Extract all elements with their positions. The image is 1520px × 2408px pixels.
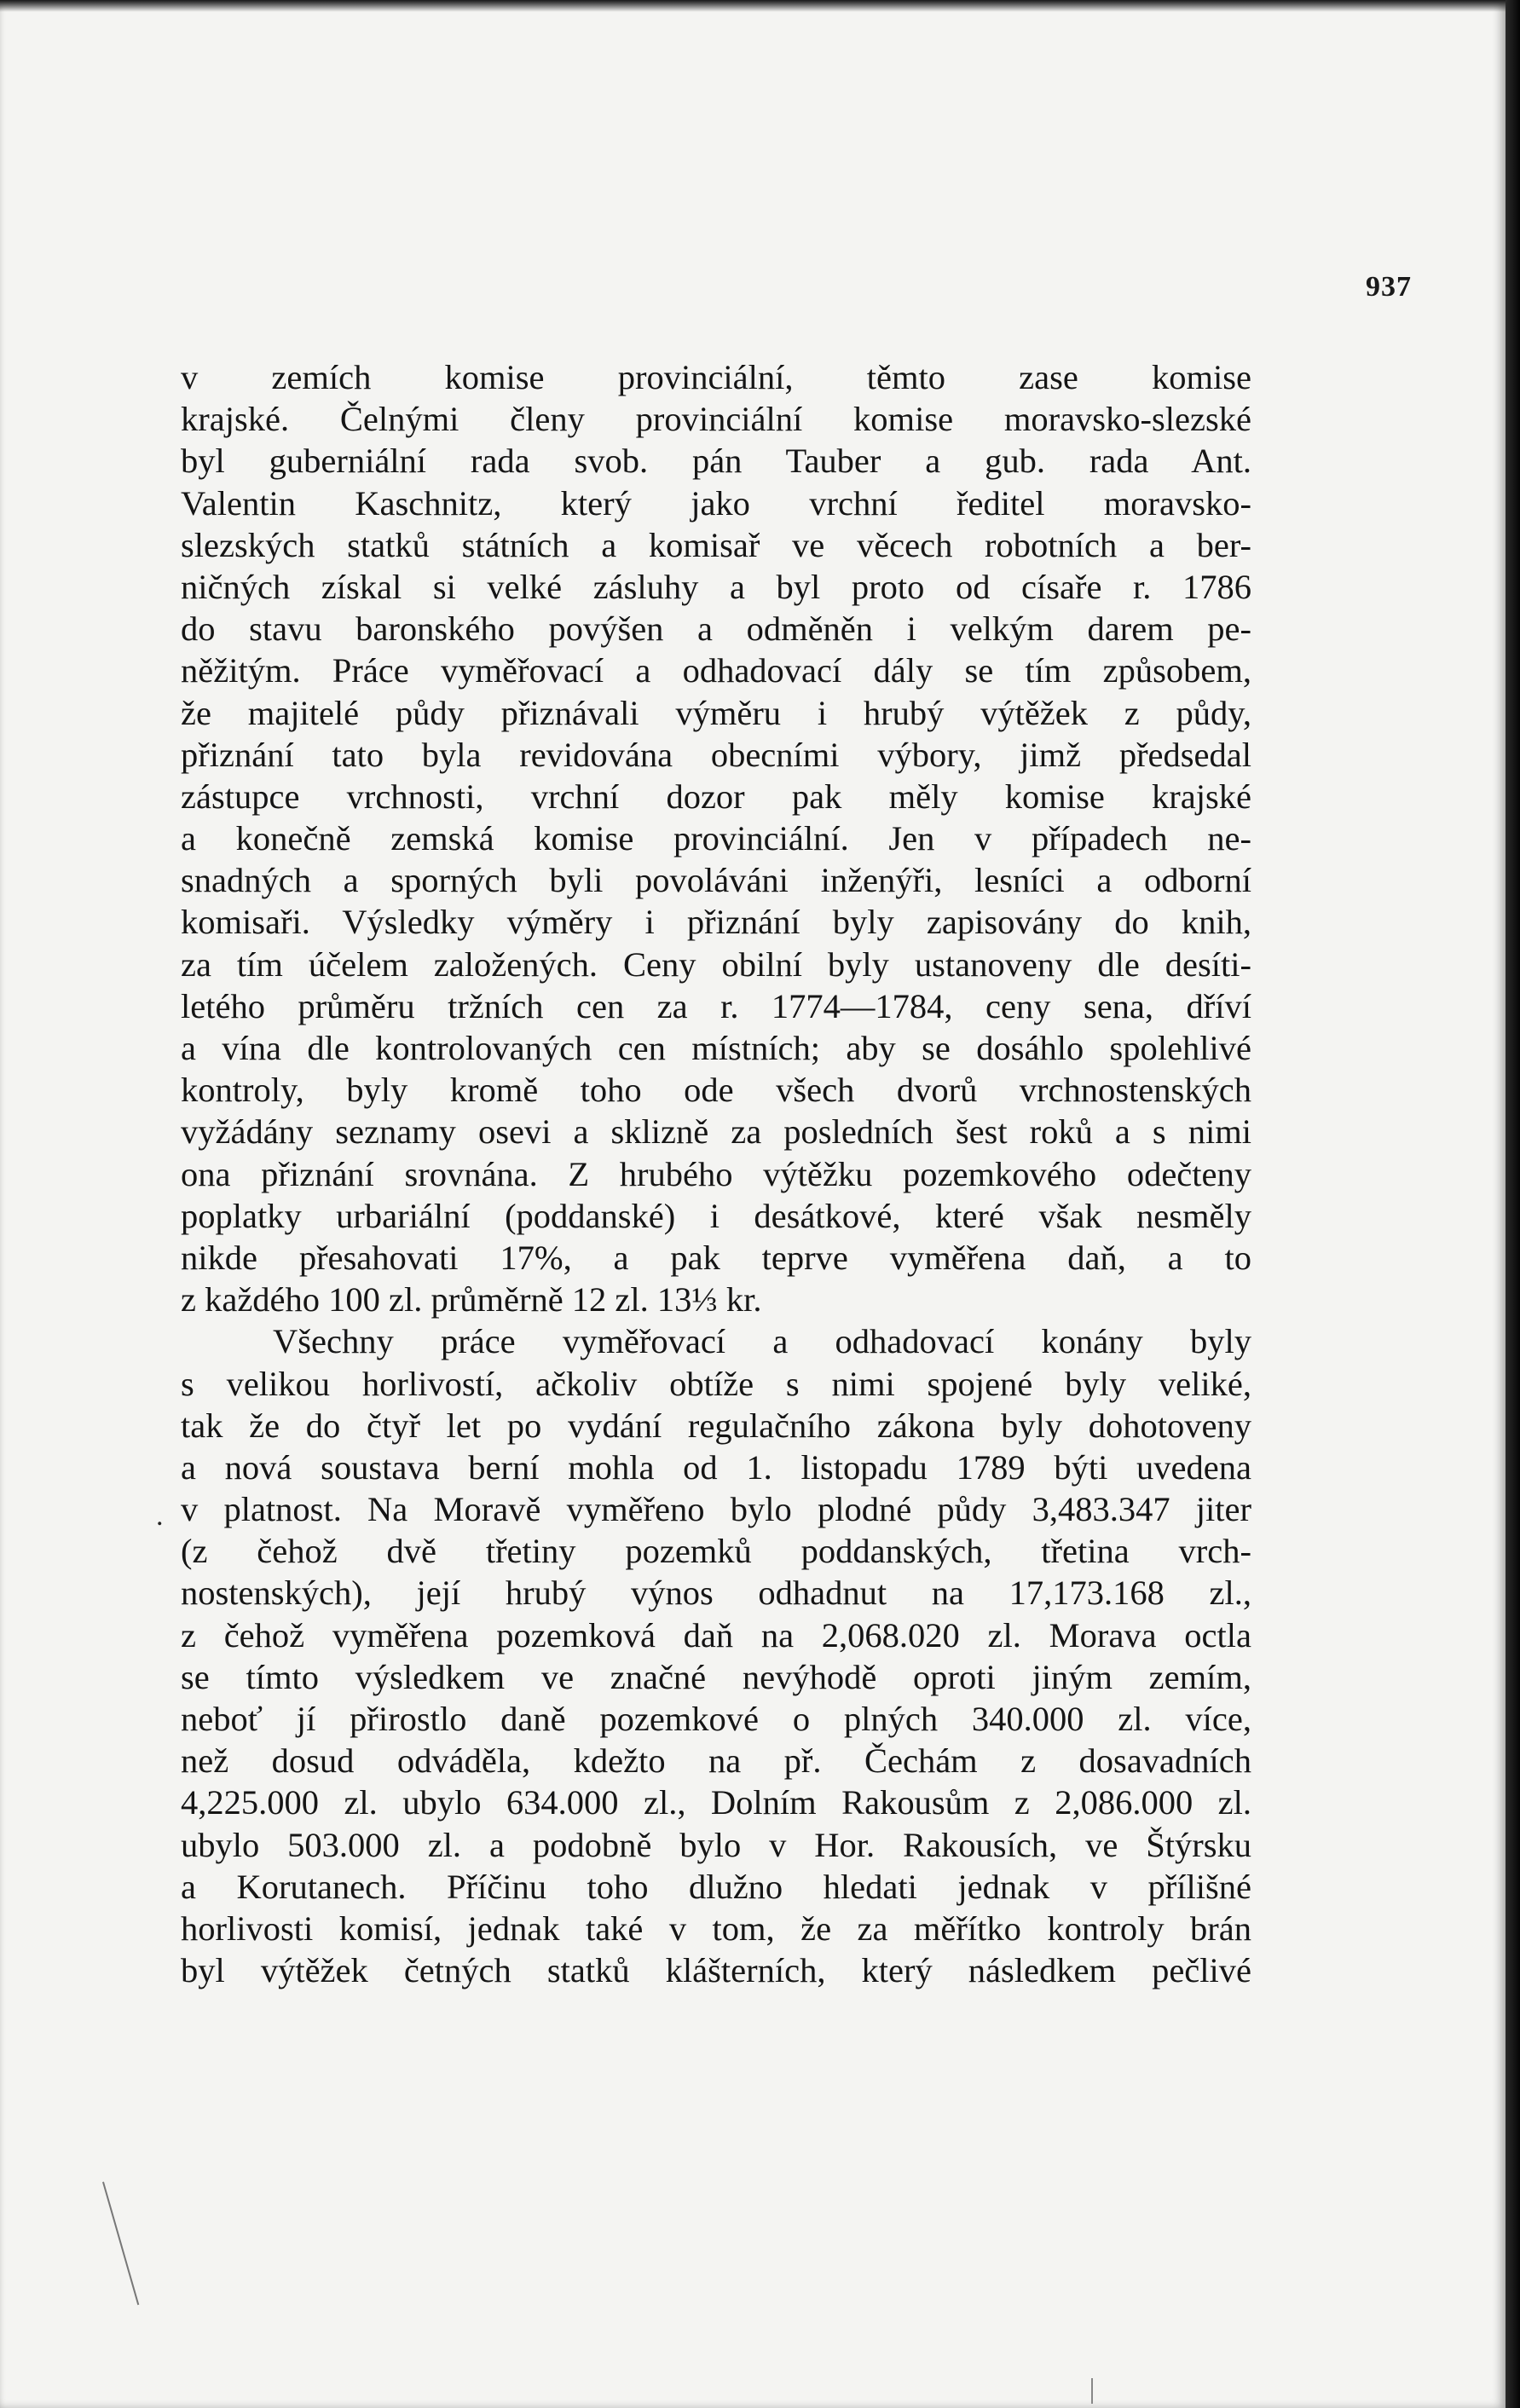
body-text [181, 356, 1251, 1991]
text-line: a Korutanech. Příčinu toho dlužno hledati jednak v přílišné [181, 1867, 1251, 1906]
text-line: s velikou horlivostí, ačkoliv obtíže s nimi spojené byly veliké, [181, 1364, 1251, 1403]
text-line: vyžádány seznamy osevi a sklizně za posledních šest roků a s nimi [181, 1112, 1251, 1152]
text-line: a vína dle kontrolovaných cen místních; aby se dosáhlo spolehlivé [181, 1029, 1251, 1067]
text-line: přiznání tato byla revidována obecními výbory, jimž předsedal [181, 735, 1251, 774]
text-line: než dosud odváděla, kdežto na př. Čechám z dosavadních [181, 1741, 1251, 1781]
paragraph-2 [181, 1320, 1251, 1991]
text-line: z čehož vyměřena pozemková daň na 2,068.020 zl. Morava octla [181, 1615, 1251, 1654]
text-line: v zemích komise provinciální, těmto zase komise [181, 358, 1251, 396]
text-line: že majitelé půdy přiznávali výměru i hrubý výtěžek z půdy, [181, 693, 1251, 732]
text-line: (z čehož dvě třetiny pozemků poddanských, třetina vrch- [181, 1532, 1251, 1571]
text-line: snadných a sporných byli povoláváni inženýři, lesníci a odborní [181, 861, 1251, 900]
text-line: nikde přesahovati 17%, a pak teprve vyměřena daň, a to [181, 1238, 1251, 1277]
text-line: slezských statků státních a komisař ve věcech robotních a ber- [181, 525, 1251, 564]
text-line: letého průměru tržních cen za r. 1774—1784, ceny sena, dříví [181, 986, 1251, 1025]
text-line: komisaři. Výsledky výměry i přiznání byly zapisovány do knih, [181, 903, 1251, 942]
text-line: zástupce vrchnosti, vrchní dozor pak měly komise krajské [181, 777, 1251, 816]
text-line: ona přiznání srovnána. Z hrubého výtěžku pozemkového odečteny [181, 1154, 1251, 1193]
text-line: do stavu baronského povýšen a odměněn i velkým darem pe- [181, 609, 1251, 649]
paragraph-1 [181, 356, 1251, 1320]
text-line: z každého 100 zl. průměrně 12 zl. 13⅓ kr. [181, 1280, 762, 1319]
text-line: byl výtěžek četných statků klášterních, který následkem pečlivé [181, 1951, 1251, 1990]
text-line: horlivosti komisí, jednak také v tom, že za měřítko kontroly brán [181, 1908, 1251, 1948]
text-line: byl guberniální rada svob. pán Tauber a gub. rada Ant. [181, 442, 1251, 481]
bottom-scratch [1091, 2378, 1093, 2404]
text-line: 4,225.000 zl. ubylo 634.000 zl., Dolním Rakousům z 2,086.000 zl. [181, 1783, 1251, 1822]
text-line: kontroly, byly kromě toho ode všech dvorů vrchnostenských [181, 1071, 1251, 1110]
text-line: Všechny práce vyměřovací a odhadovací konány byly [273, 1322, 1251, 1361]
text-line: ubylo 503.000 zl. a podobně bylo v Hor. Rakousích, ve Štýrsku [181, 1825, 1251, 1864]
text-line: v platnost. Na Moravě vyměřeno bylo plodné půdy 3,483.347 jiter [181, 1490, 1251, 1529]
text-line: krajské. Čelnými členy provinciální komise moravsko-slezské [181, 400, 1251, 439]
text-line: a konečně zemská komise provinciální. Jen v případech ne- [181, 819, 1251, 858]
text-line: Valentin Kaschnitz, který jako vrchní ředitel moravsko- [181, 483, 1251, 523]
text-line: poplatky urbariální (poddanské) i desátkové, které však nesměly [181, 1196, 1251, 1235]
text-line: neboť jí přirostlo daně pozemkové o plných 340.000 zl. více, [181, 1700, 1251, 1738]
text-line: a nová soustava berní mohla od 1. listopadu 1789 býti uvedena [181, 1447, 1251, 1487]
text-line: nostenských), její hrubý výnos odhadnut na 17,173.168 zl., [181, 1574, 1251, 1613]
text-line: za tím účelem založených. Ceny obilní byly ustanoveny dle desíti- [181, 944, 1251, 984]
page-top-shadow [0, 0, 1506, 12]
text-line: ničných získal si velké zásluhy a byl proto od císaře r. 1786 [181, 567, 1251, 606]
page-number: 937 [1366, 271, 1412, 303]
text-line: se tímto výsledkem ve značné nevýhodě oproti jiným zemím, [181, 1657, 1251, 1696]
text-line: tak že do čtyř let po vydání regulačního zákona byly dohotoveny [181, 1406, 1251, 1445]
text-line: něžitým. Práce vyměřovací a odhadovací dály se tím způsobem, [181, 651, 1251, 690]
margin-dot: . [156, 1500, 164, 1532]
page-right-edge [1506, 0, 1520, 2408]
